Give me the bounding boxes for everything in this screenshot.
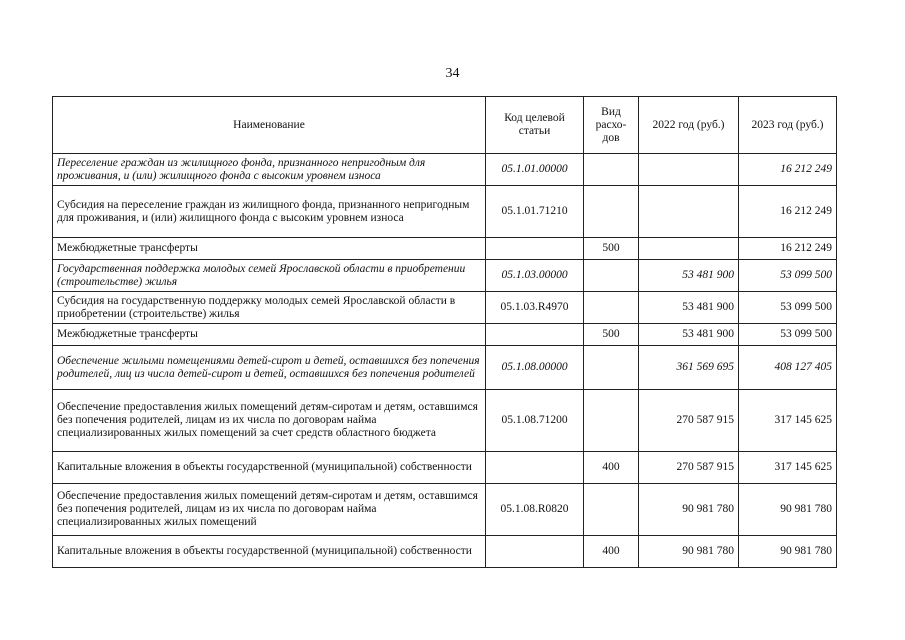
cell-amount-2023: 317 145 625 (739, 452, 837, 484)
cell-name: Обеспечение предоставления жилых помещений детям-сиротам и детям, оставшимся без попечения родителей, лицам из их числа по договорам найма специализированных жилых помещений за счет средств областного бюджета (53, 390, 486, 452)
cell-amount-2023: 53 099 500 (739, 324, 837, 346)
table-row (53, 260, 837, 292)
cell-amount-2022 (639, 154, 739, 186)
cell-name: Капитальные вложения в объекты государственной (муниципальной) собственности (53, 452, 486, 484)
table-row (53, 536, 837, 568)
table-row (53, 390, 837, 452)
cell-name: Капитальные вложения в объекты государственной (муниципальной) собственности (53, 536, 486, 568)
cell-expense-kind: 500 (584, 324, 639, 346)
cell-expense-kind (584, 186, 639, 238)
table-row (53, 452, 837, 484)
header-year-2023: 2023 год (руб.) (739, 97, 837, 154)
cell-amount-2022: 361 569 695 (639, 346, 739, 390)
table-row (53, 154, 837, 186)
budget-table (52, 96, 837, 568)
table-row (53, 238, 837, 260)
header-code: Код целевой статьи (486, 97, 584, 154)
page-number: 34 (445, 66, 460, 81)
cell-name: Субсидия на переселение граждан из жилищного фонда, признанного непригодным для проживания, и (или) жилищного фонда с высоким уровнем износа (53, 186, 486, 238)
table-row (53, 346, 837, 390)
cell-amount-2022: 270 587 915 (639, 390, 739, 452)
cell-expense-kind (584, 390, 639, 452)
header-year-2022: 2022 год (руб.) (639, 97, 739, 154)
cell-amount-2023: 408 127 405 (739, 346, 837, 390)
cell-amount-2022: 270 587 915 (639, 452, 739, 484)
cell-code: 05.1.08.R0820 (486, 484, 584, 536)
cell-amount-2022: 53 481 900 (639, 260, 739, 292)
cell-expense-kind (584, 346, 639, 390)
cell-amount-2022: 53 481 900 (639, 292, 739, 324)
cell-amount-2023: 53 099 500 (739, 260, 837, 292)
cell-name: Обеспечение жилыми помещениями детей-сирот и детей, оставшихся без попечения родителей, лиц из числа детей-сирот и детей, оставшихся без попечения родителей (53, 346, 486, 390)
cell-expense-kind: 400 (584, 536, 639, 568)
cell-expense-kind (584, 260, 639, 292)
cell-expense-kind (584, 154, 639, 186)
cell-name: Межбюджетные трансферты (53, 324, 486, 346)
cell-expense-kind (584, 292, 639, 324)
cell-amount-2023: 16 212 249 (739, 238, 837, 260)
cell-amount-2022 (639, 238, 739, 260)
cell-name: Государственная поддержка молодых семей Ярославской области в приобретении (строительстве) жилья (53, 260, 486, 292)
header-name: Наименование (53, 97, 486, 154)
cell-amount-2022: 53 481 900 (639, 324, 739, 346)
cell-code (486, 324, 584, 346)
cell-code: 05.1.01.00000 (486, 154, 584, 186)
cell-amount-2022: 90 981 780 (639, 536, 739, 568)
cell-code (486, 238, 584, 260)
cell-expense-kind (584, 484, 639, 536)
cell-amount-2022 (639, 186, 739, 238)
table-row (53, 324, 837, 346)
cell-name: Переселение граждан из жилищного фонда, признанного непригодным для проживания, и (или) жилищного фонда с высоким уровнем износа (53, 154, 486, 186)
cell-name: Межбюджетные трансферты (53, 238, 486, 260)
table-body (53, 154, 837, 568)
table-header-row (53, 97, 837, 154)
table-row (53, 186, 837, 238)
table-row (53, 292, 837, 324)
cell-amount-2023: 317 145 625 (739, 390, 837, 452)
table-row (53, 484, 837, 536)
cell-expense-kind: 400 (584, 452, 639, 484)
cell-amount-2023: 53 099 500 (739, 292, 837, 324)
cell-code: 05.1.03.00000 (486, 260, 584, 292)
cell-name: Обеспечение предоставления жилых помещений детям-сиротам и детям, оставшимся без попечения родителей, лицам из их числа по договорам найма специализированных жилых помещений (53, 484, 486, 536)
cell-amount-2022: 90 981 780 (639, 484, 739, 536)
cell-code: 05.1.03.R4970 (486, 292, 584, 324)
cell-expense-kind: 500 (584, 238, 639, 260)
cell-code: 05.1.08.71200 (486, 390, 584, 452)
cell-code (486, 452, 584, 484)
cell-code (486, 536, 584, 568)
cell-amount-2023: 16 212 249 (739, 186, 837, 238)
cell-amount-2023: 16 212 249 (739, 154, 837, 186)
cell-amount-2023: 90 981 780 (739, 536, 837, 568)
cell-code: 05.1.08.00000 (486, 346, 584, 390)
header-kind: Вид расхо-дов (584, 97, 639, 154)
cell-amount-2023: 90 981 780 (739, 484, 837, 536)
cell-name: Субсидия на государственную поддержку молодых семей Ярославской области в приобретении (строительстве) жилья (53, 292, 486, 324)
cell-code: 05.1.01.71210 (486, 186, 584, 238)
